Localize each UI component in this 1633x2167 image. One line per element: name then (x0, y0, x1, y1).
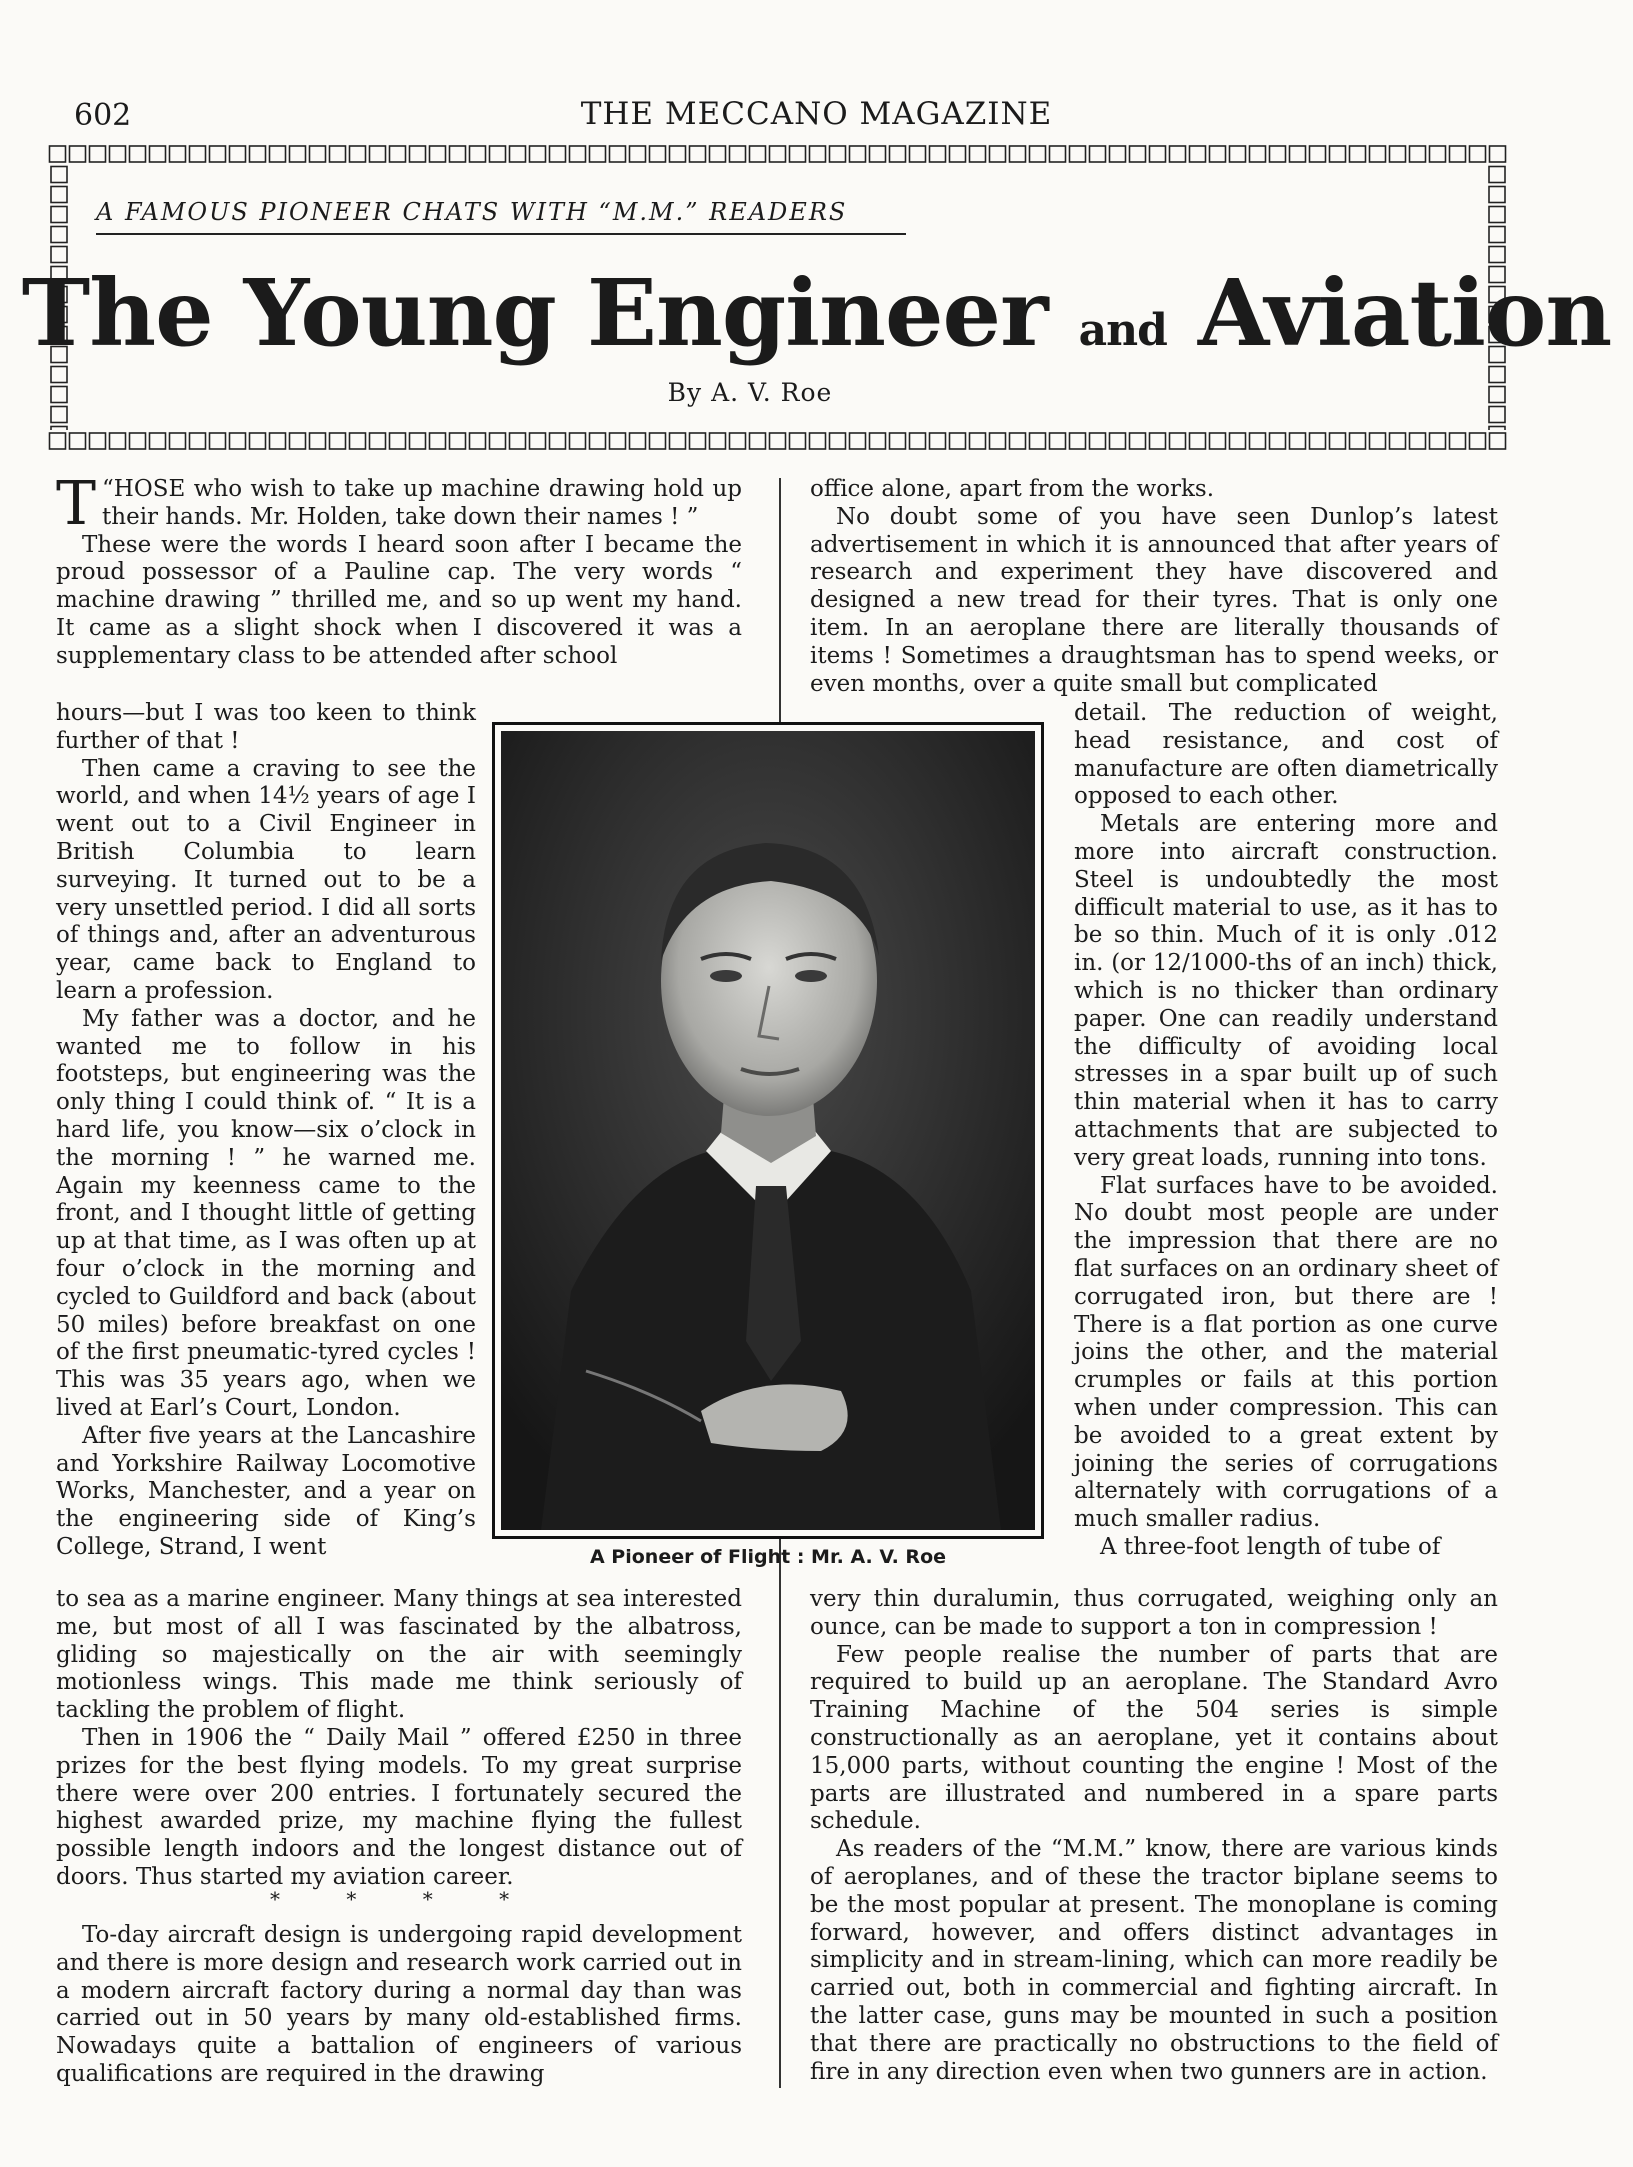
portrait-photo (492, 722, 1044, 1539)
paragraph: Metals are entering more and more into aircraft construction. Steel is undoubtedly the most difficult material to use, as it has to be so thin. Much of it is only .012 in. (or 12/1000-ths of an inch) thick, which is no thicker than ordinary paper. One can readily understand the difficulty of avoiding local stresses in a spar built up of such thin material when it has to carry attachments that are subjected to very great loads, running into tons. (1074, 811, 1498, 1171)
drop-cap: T (56, 469, 97, 539)
paragraph: No doubt some of you have seen Dunlop’s latest advertisement in which it is announced that after years of research and experiment they have discovered and designed a new tread for their tyres. That is only one item. In an aeroplane there are literally thousands of items ! Sometimes a draughtsman has to spend weeks, or even months, over a quite small but complicated (810, 503, 1498, 697)
paragraph: Then in 1906 the “ Daily Mail ” offered £250 in three prizes for the best flying models. To my great surprise there were over 200 entries. I fortunately secured the highest awarded prize, my machine flying the fullest possible length indoors and the longest distance out of doors. Thus started my aviation career. (56, 1724, 742, 1890)
right-column-bottom (810, 1586, 1498, 2086)
right-column-narrow (1074, 700, 1498, 1562)
article-kicker: A FAMOUS PIONEER CHATS WITH “M.M.” READERS (96, 198, 848, 226)
paragraph: To-day aircraft design is undergoing rapid development and there is more design and research work carried out in a modern aircraft factory during a normal day than was carried out in 50 years by many old-established firms. Nowadays quite a battalion of engineers of various qualifications are required in the drawing (56, 1922, 742, 2087)
decorative-border-top (48, 143, 1508, 165)
left-column-narrow (56, 700, 476, 1562)
decorative-border-bottom (48, 430, 1508, 452)
byline: By A. V. Roe (667, 378, 833, 407)
paragraph: After five years at the Lancashire and Yorkshire Railway Locomotive Works, Manchester, and a year on the engineering side of King’s College, Strand, I went (56, 1422, 476, 1560)
paragraph: “ T HOSE who wish to take up machine drawing hold up their hands. Mr. Holden, take down their names ! ” (56, 469, 742, 539)
magazine-title: THE MECCANO MAGAZINE (580, 96, 1053, 132)
right-column-top (810, 476, 1498, 698)
paragraph: detail. The reduction of weight, head resistance, and cost of manufacture are often diametrically opposed to each other. (1074, 700, 1498, 810)
section-separator: * * * * (270, 1887, 540, 1911)
paragraph: My father was a doctor, and he wanted me to follow in his footsteps, but engineering was the only thing I could think of. “ It is a hard life, you know—six o’clock in the morning ! ” he warned me. Again my keenness came to the front, and I thought little of getting up at that time, as I was often up at four o’clock in the morning and cycled to Guildford and back (about 50 miles) before breakfast on one of the first pneumatic-tyred cycles ! This was 35 years ago, when we lived at Earl’s Court, London. (56, 1005, 476, 1421)
paragraph: office alone, apart from the works. (810, 476, 1215, 502)
title-part-2: Aviation (1166, 259, 1612, 367)
portrait-image (501, 731, 1035, 1530)
left-column-bottom (56, 1586, 742, 1892)
title-part-1: The Young Engineer (21, 259, 1079, 367)
page-number: 602 (74, 98, 132, 133)
paragraph: Few people realise the number of parts that are required to build up an aeroplane. The Standard Avro Training Machine of the 504 series is simple constructionally as an aeroplane, yet it contains about 15,000 parts, without counting the engine ! Most of the parts are illustrated and numbered in a spare parts schedule. (810, 1641, 1498, 1835)
article-title (0, 258, 1633, 386)
opening-quote: “ (102, 476, 114, 502)
paragraph: to sea as a marine engineer. Many things at sea interested me, but most of all I was fascinated by the albatross, gliding so majestically on the air with seemingly motionless wings. This made me think seriously of tackling the problem of flight. (56, 1586, 742, 1724)
kicker-underline (96, 233, 906, 235)
left-column-bottom-2 (56, 1922, 742, 2089)
paragraph: As readers of the “M.M.” know, there are various kinds of aeroplanes, and of these the tractor biplane seems to be the most popular at present. The monoplane is coming forward, however, and offers distinct advantages in simplicity and in stream-lining, which can more readily be carried out, both in commercial and fighting aircraft. In the latter case, guns may be mounted in such a position that there are practically no obstructions to the field of fire in any direction even when two gunners are in action. (810, 1836, 1498, 2085)
paragraph: A three-foot length of tube of (1100, 1533, 1441, 1560)
left-column-top (56, 469, 742, 671)
paragraph: Flat surfaces have to be avoided. No doubt most people are under the impression that there are no flat surfaces on an ordinary sheet of corrugated iron, but there are ! There is a flat portion as one curve joins the other, and the material crumples or fails at this portion when under compression. This can be avoided to a great extent by joining the series of corrugations alternately with corrugations of a much smaller radius. (1074, 1172, 1498, 1533)
paragraph: hours—but I was too keen to think further of that ! (56, 700, 476, 754)
photo-caption: A Pioneer of Flight : Mr. A. V. Roe (589, 1546, 947, 1568)
paragraph: very thin duralumin, thus corrugated, weighing only an ounce, can be made to support a ton in compression ! (810, 1586, 1498, 1640)
paragraph: These were the words I heard soon after I became the proud possessor of a Pauline cap. The very words “ machine drawing ” thrilled me, and so up went my hand. It came as a slight shock when I discovered it was a supplementary class to be attended after school (56, 531, 742, 669)
paragraph: Then came a craving to see the world, and when 14½ years of age I went out to a Civil Engineer in British Columbia to learn surveying. It turned out to be a very unsettled period. I did all sorts of things and, after an adventurous year, came back to England to learn a profession. (56, 755, 476, 1004)
title-and: and (1078, 305, 1167, 356)
